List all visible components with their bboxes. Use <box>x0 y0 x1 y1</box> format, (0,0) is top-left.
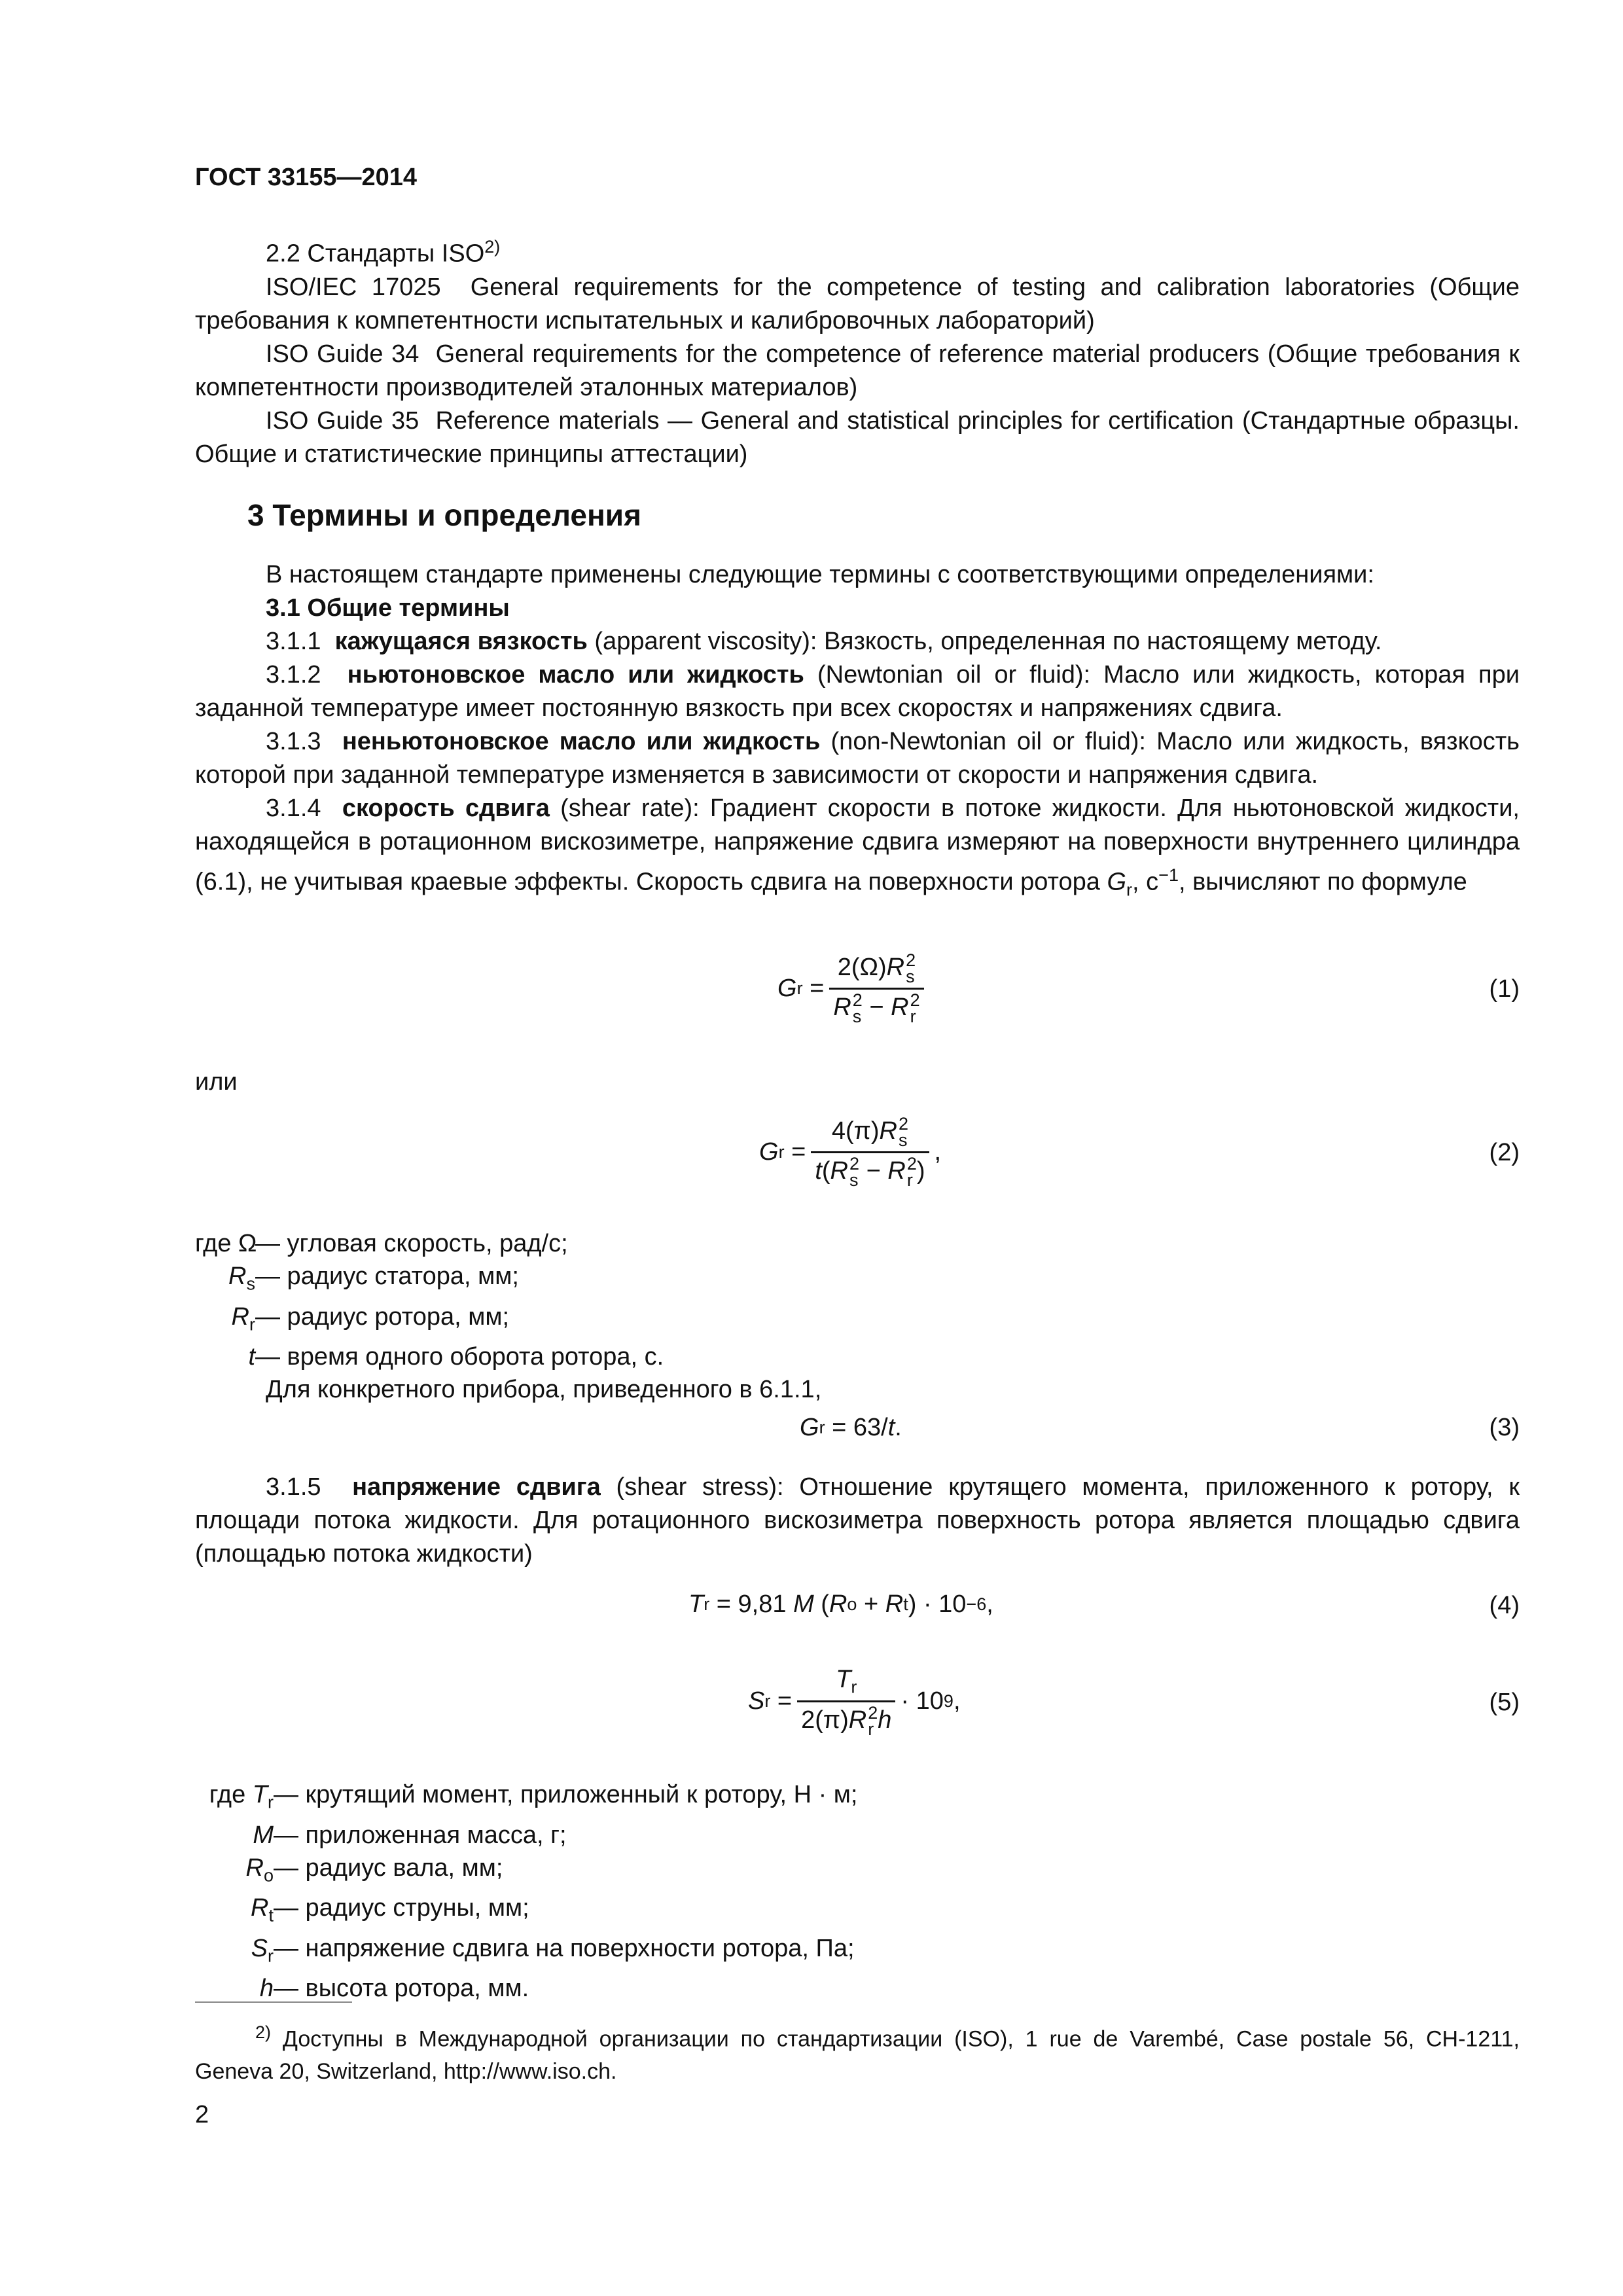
term-3-1-3: 3.1.3 неньютоновское масло или жидкость (non-Newtonian oil or fluid): Масло или жидкость, вязкость которой при заданной температуре изменяется в зависимости от скорости и напряжения сдвига. <box>195 728 1520 789</box>
or-text: или <box>195 1068 238 1096</box>
term-3-1-4: 3.1.4 скорость сдвига (shear rate): Градиент скорости в потоке жидкости. Для ньютоновской жидкости, находящейся в ротационном вискозиметре, напряжение сдвига измеряют на поверхности внутреннего цилиндра (6.1), не учитывая краевые эффекты. Скорость сдвига на поверхности ротора $G_r$, $с^{-1}$, вычисляют по формуле <box>195 795 1520 900</box>
intro-text: В настоящем стандарте применены следующие термины с соответствующими определениями: <box>266 561 1374 588</box>
variables-list-1: где Ω — угловая скорость, рад/с; $R_s$ — радиус статора, мм; $R_r$ — радиус ротора, мм; t — время одного оборота ротора, с. Для конкретного прибора, приведенного в 6.1.1, <box>195 1227 1520 1406</box>
formula-4: T r = 9,81 M ( R o + R t ) · 10 −6 , <box>688 1590 993 1618</box>
formula-3: G r = 63/ t . <box>800 1414 902 1441</box>
document-header: ГОСТ 33155—2014 <box>195 164 418 191</box>
device-text: Для конкретного прибора, приведенного в 6.1.1, <box>266 1376 822 1404</box>
equation-number: (1) <box>1489 975 1520 1003</box>
section-2-2 <box>195 230 1520 471</box>
section-heading: 3 Термины и определения <box>247 498 641 532</box>
variables-list-2: где $T_r$ — крутящий момент, приложенный к ротору, Н · м; M — приложенная масса, г; $R_o$ — радиус вала, мм; $R_t$ — радиус струны, мм; $S_r$ — напряжение сдвига на поверхности ротора, Па; h — высота ротора, мм. <box>209 1781 858 2003</box>
formula-2: G r = 4(π)R 2 s t(R 2 s − R 2 r ) , <box>759 1114 942 1190</box>
term-3-1-5: 3.1.5 напряжение сдвига (shear stress): Отношение крутящего момента, приложенного к ротору, к площади потока жидкости. Для ротационного вискозиметра поверхность ротора является площадью сдвига (площадью потока жидкости) <box>195 1473 1520 1568</box>
formula-1: G r = 2(Ω)R 2 s R 2 s − R 2 r <box>777 952 929 1025</box>
equation-number: (5) <box>1489 1689 1520 1716</box>
reference-item: ISO/IEC 17025 General requirements for the competence of testing and calibration laboratories (Общие требования к компетентности испытательных и калибровочных лабораторий) <box>195 273 1520 334</box>
term-3-1-1: 3.1.1 кажущаяся вязкость (apparent viscosity): Вязкость, определенная по настоящему методу. <box>266 628 1382 655</box>
equation-number: (4) <box>1489 1592 1520 1619</box>
formula-5: S r = $T_r$ 2(π)R 2 r h · 10 9 , <box>748 1666 961 1739</box>
footnote-divider <box>195 2001 352 2003</box>
reference-item: ISO Guide 34 General requirements for the competence of reference material producers (Общие требования к компетентности производителей эталонных материалов) <box>195 340 1520 401</box>
equation-number: (2) <box>1489 1139 1520 1166</box>
reference-item: ISO Guide 35 Reference materials — General and statistical principles for certification (Стандартные образцы. Общие и статистические принципы аттестации) <box>195 406 1520 468</box>
footnote-ref: 2) <box>484 237 501 257</box>
term-3-1-2: 3.1.2 ньютоновское масло или жидкость (Newtonian oil or fluid): Масло или жидкость, которая при заданной температуре имеет постоянную вязкость при всех скоростях и напряжениях сдвига. <box>195 661 1520 722</box>
subsection-title: 3.1 Общие термины <box>266 594 510 622</box>
section-title: 2.2 Стандарты ISO$^{2)}$ <box>266 237 501 268</box>
page-number: 2 <box>195 2101 209 2128</box>
equation-number: (3) <box>1489 1414 1520 1441</box>
footnote: $^{2)}$ Доступны в Международной организации по стандартизации (ISO), 1 rue de Varembé, Case postale 56, CH-1211, Geneva 20, Switzerland, http://www.iso.ch. <box>195 2022 1520 2085</box>
terms-section <box>195 558 1520 906</box>
term-3-1-5-block <box>195 1471 1520 1571</box>
